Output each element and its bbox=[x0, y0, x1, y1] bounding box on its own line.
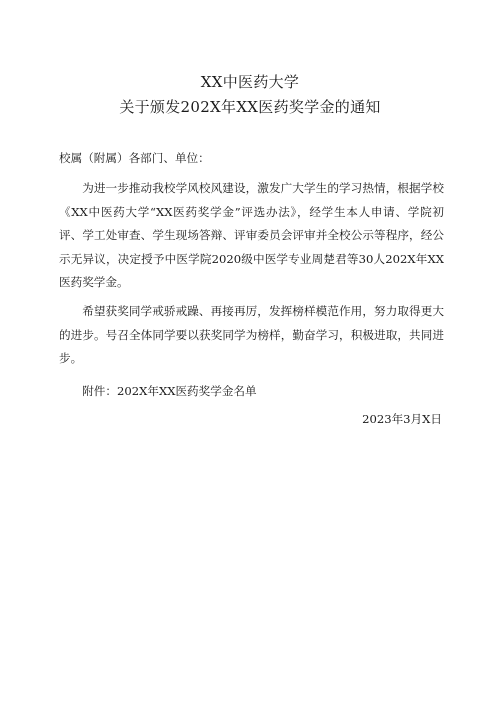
university-name-title: XX中医药大学 bbox=[200, 73, 300, 91]
body-paragraph-1: 为进一步推动我校学风校风建设，激发广大学生的学习热情，根据学校《XX中医药大学“XX医药奖学金”评选办法》，经学生本人申请、学院初评、学工处审查、学生现场答辩、评审委员会评审并全校公示等程序，经公示无异议，决定授予中医学院2020级中医学专业周楚君等30人202X年XX医药奖学金。 bbox=[59, 181, 444, 289]
body-paragraph-2: 希望获奖同学戒骄戒躁、再接再厉，发挥榜样模范作用，努力取得更大的进步。号召全体同学要以获奖同学为榜样，勤奋学习，积极进取，共同进步。 bbox=[59, 304, 444, 365]
issue-date: 2023年3月X日 bbox=[362, 412, 442, 426]
salutation: 校属（附属）各部门、单位： bbox=[59, 151, 210, 165]
attachment-line: 附件：202X年XX医药奖学金名单 bbox=[82, 384, 257, 398]
notice-title: 关于颁发202X年XX医药奖学金的通知 bbox=[119, 98, 381, 116]
